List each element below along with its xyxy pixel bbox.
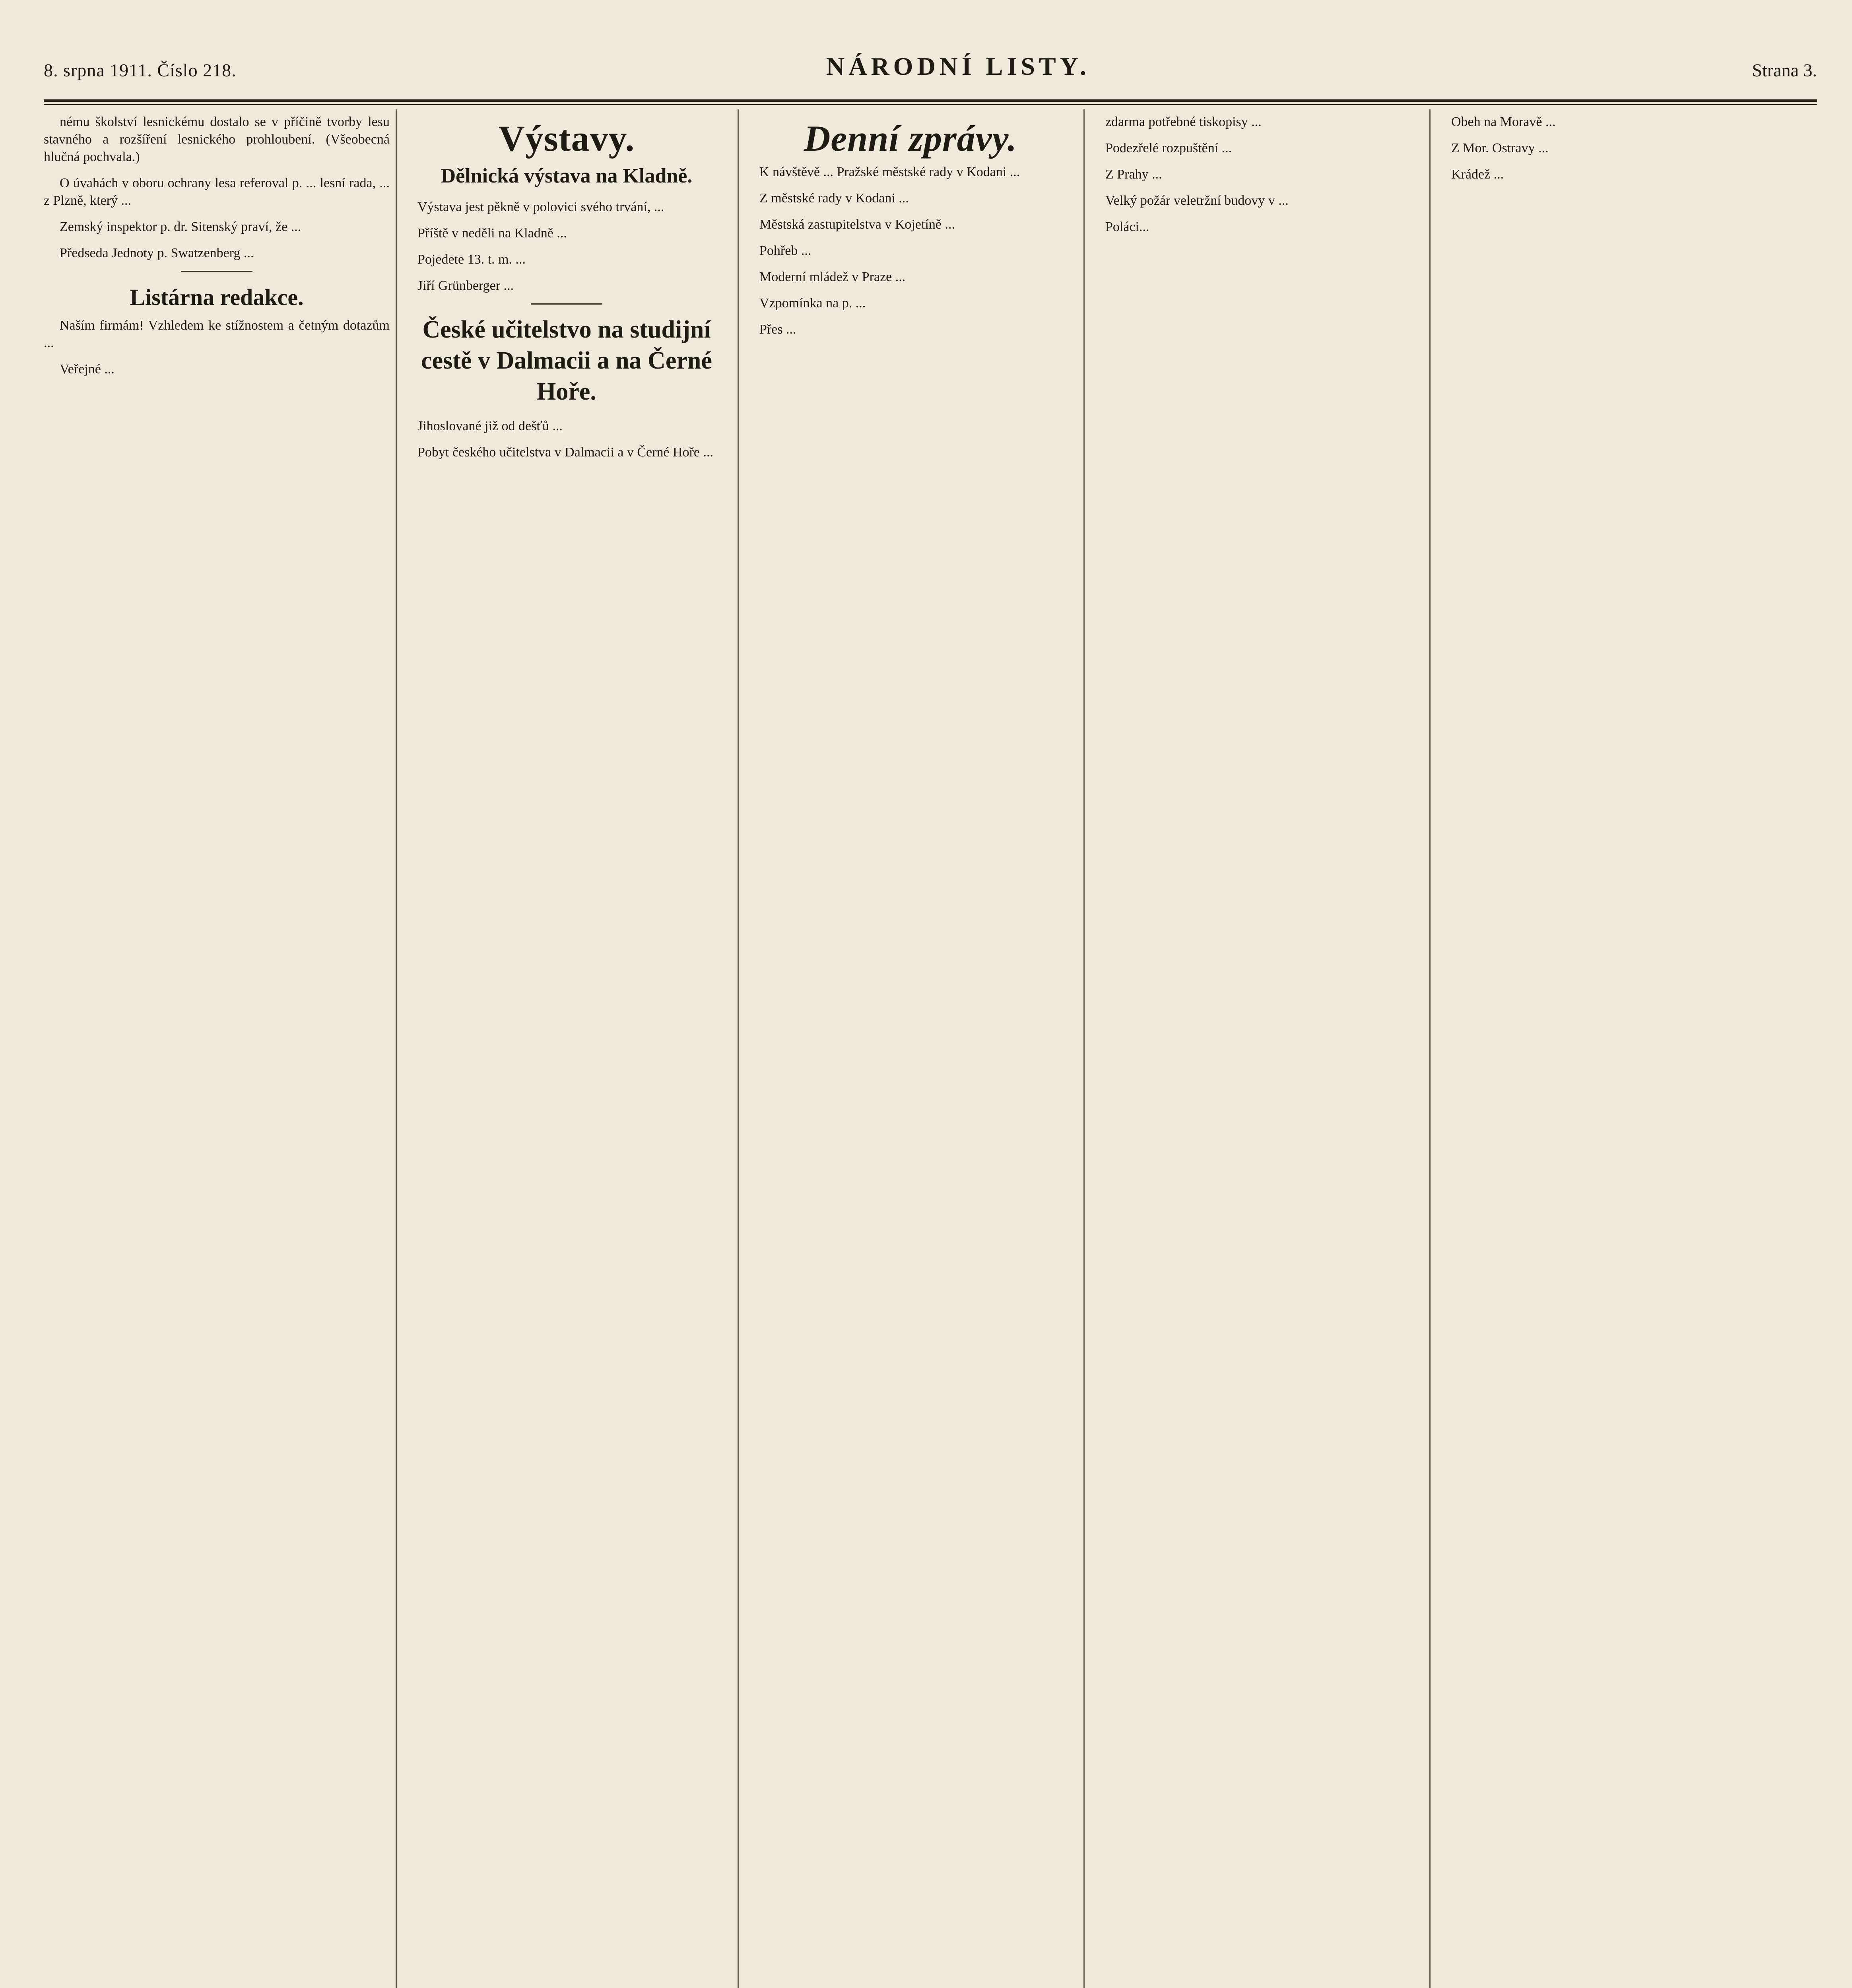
column-5 bbox=[1435, 113, 1817, 1988]
article-paragraph: Přes ... bbox=[759, 322, 796, 337]
article-paragraph: Z Mor. Ostravy ... bbox=[1451, 141, 1549, 155]
masthead bbox=[44, 52, 1817, 99]
article-paragraph: O úvahách v oboru ochrany lesa referoval p. ... lesní rada, ... z Plzně, který ... bbox=[44, 176, 390, 208]
section-title-denni-zpravy: Denní zprávy. bbox=[804, 118, 1017, 159]
article-paragraph: Obeh na Moravě ... bbox=[1451, 115, 1556, 129]
article-headline: Dělnická výstava na Kladně. bbox=[441, 165, 693, 187]
article-paragraph: Pojedete 13. t. m. ... bbox=[417, 252, 526, 267]
section-divider bbox=[181, 271, 252, 272]
article-paragraph: Velký požár veletržní budovy v ... bbox=[1105, 193, 1289, 208]
article-headline: České učitelstvo na studijní cestě v Dalmacii a na Černé Hoře. bbox=[421, 316, 712, 405]
article-paragraph: Jihoslované již od dešťů ... bbox=[417, 419, 563, 433]
article-paragraph: Veřejné ... bbox=[60, 362, 115, 377]
newspaper-title: NÁRODNÍ LISTY. bbox=[826, 52, 1090, 80]
page-number: Strana 3. bbox=[1752, 60, 1817, 80]
article-paragraph: Jiří Grünberger ... bbox=[417, 278, 514, 293]
masthead-rule bbox=[44, 99, 1817, 102]
article-paragraph: Z městské rady v Kodani ... bbox=[759, 191, 909, 206]
article-paragraph: K návštěvě ... Pražské městské rady v Kodani ... bbox=[759, 165, 1020, 179]
column-divider bbox=[1429, 109, 1431, 1988]
section-divider bbox=[531, 303, 602, 305]
article-paragraph: Zemský inspektor p. dr. Sitenský praví, že ... bbox=[60, 219, 301, 234]
issue-date: 8. srpna 1911. Číslo 218. bbox=[44, 60, 237, 80]
section-title: Listárna redakce. bbox=[130, 284, 304, 310]
column-3 bbox=[744, 113, 1077, 1988]
article-paragraph: Moderní mládež v Praze ... bbox=[759, 270, 906, 284]
article-paragraph: Z Prahy ... bbox=[1105, 167, 1162, 182]
column-divider bbox=[1083, 109, 1085, 1988]
article-paragraph: Poláci... bbox=[1105, 219, 1149, 234]
article-paragraph: nému školství lesnickému dostalo se v příčině tvorby lesu stavného a rozšíření lesnického prohloubení. (Všeobecná hlučná pochvala.) bbox=[44, 115, 390, 164]
article-paragraph: Krádež ... bbox=[1451, 167, 1504, 182]
column-2 bbox=[402, 113, 732, 1988]
article-paragraph: Naším firmám! Vzhledem ke stížnostem a četným dotazům ... bbox=[44, 318, 390, 350]
article-paragraph: Městská zastupitelstva v Kojetíně ... bbox=[759, 217, 955, 232]
article-paragraph: Podezřelé rozpuštění ... bbox=[1105, 141, 1232, 155]
column-divider bbox=[738, 109, 739, 1988]
article-paragraph: Vzpomínka na p. ... bbox=[759, 296, 866, 311]
article-paragraph: zdarma potřebné tiskopisy ... bbox=[1105, 115, 1262, 129]
column-divider bbox=[396, 109, 397, 1988]
article-paragraph: Výstava jest pěkně v polovici svého trvání, ... bbox=[417, 200, 664, 214]
article-paragraph: Příště v neděli na Kladně ... bbox=[417, 226, 567, 241]
article-paragraph: Pohřeb ... bbox=[759, 243, 811, 258]
section-title-vystavy: Výstavy. bbox=[498, 118, 635, 159]
column-4 bbox=[1089, 113, 1423, 1988]
article-paragraph: Předseda Jednoty p. Swatzenberg ... bbox=[60, 246, 254, 260]
column-1 bbox=[44, 113, 390, 1988]
article-paragraph: Pobyt českého učitelstva v Dalmacii a v Černé Hoře ... bbox=[417, 445, 713, 460]
masthead-rule-thin bbox=[44, 104, 1817, 105]
